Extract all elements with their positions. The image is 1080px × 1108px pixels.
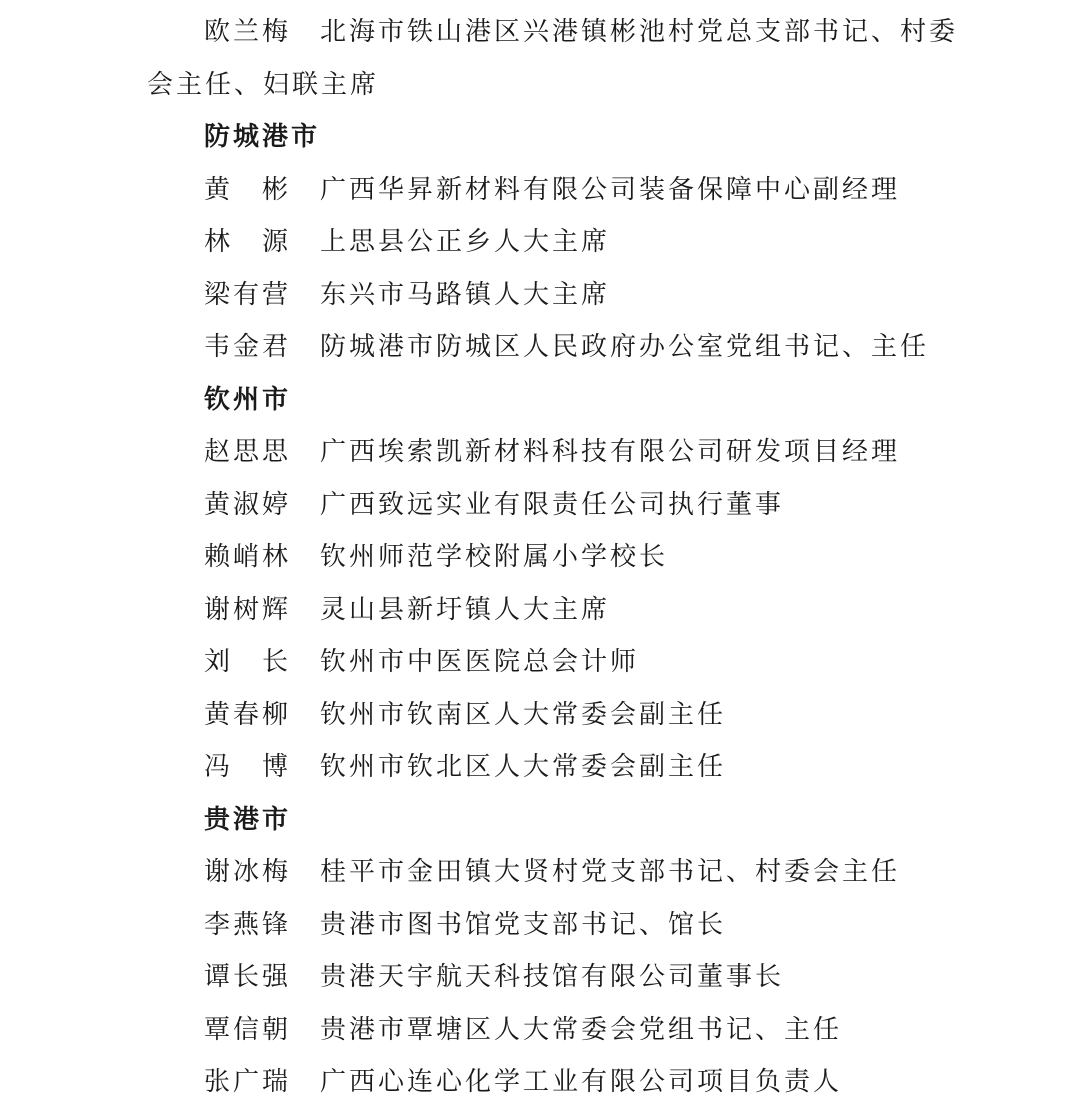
section-title: 防城港市 xyxy=(204,122,321,152)
section-title: 贵港市 xyxy=(204,805,292,835)
person-title: 东兴市马路镇人大主席 xyxy=(320,280,611,310)
person-title: 钦州市钦南区人大常委会副主任 xyxy=(320,700,727,730)
person-title: 上思县公正乡人大主席 xyxy=(320,227,611,257)
person-name: 黄淑婷 xyxy=(204,490,292,520)
person-title: 钦州师范学校附属小学校长 xyxy=(320,542,669,572)
person-name: 谢冰梅 xyxy=(204,857,292,887)
person-name: 黄春柳 xyxy=(204,700,292,730)
person-title: 贵港天宇航天科技馆有限公司董事长 xyxy=(320,962,785,992)
person-name: 谭长强 xyxy=(204,962,292,992)
person-name: 李燕锋 xyxy=(204,910,292,940)
person-title: 广西心连心化学工业有限公司项目负责人 xyxy=(320,1067,843,1097)
person-title-continued: 会主任、妇联主席 xyxy=(147,70,380,100)
person-name: 赖峭林 xyxy=(204,542,292,572)
person-name: 林 源 xyxy=(204,227,292,257)
person-name: 张广瑞 xyxy=(204,1067,292,1097)
person-name: 覃信朝 xyxy=(204,1015,292,1045)
person-name: 欧兰梅 xyxy=(204,17,292,47)
section-title: 钦州市 xyxy=(204,385,292,415)
person-title: 钦州市中医医院总会计师 xyxy=(320,647,640,677)
person-title: 桂平市金田镇大贤村党支部书记、村委会主任 xyxy=(320,857,901,887)
person-title: 广西埃索凯新材料科技有限公司研发项目经理 xyxy=(320,437,901,467)
person-title: 贵港市图书馆党支部书记、馆长 xyxy=(320,910,727,940)
person-name: 赵思思 xyxy=(204,437,292,467)
person-name: 谢树辉 xyxy=(204,595,292,625)
person-name: 刘 长 xyxy=(204,647,292,677)
person-title: 防城港市防城区人民政府办公室党组书记、主任 xyxy=(320,332,930,362)
person-name: 韦金君 xyxy=(204,332,292,362)
person-name: 黄 彬 xyxy=(204,175,292,205)
person-name: 梁有营 xyxy=(204,280,292,310)
person-title: 贵港市覃塘区人大常委会党组书记、主任 xyxy=(320,1015,843,1045)
person-name: 冯 博 xyxy=(204,752,292,782)
person-title: 灵山县新圩镇人大主席 xyxy=(320,595,611,625)
person-title: 钦州市钦北区人大常委会副主任 xyxy=(320,752,727,782)
person-title: 广西华昇新材料有限公司装备保障中心副经理 xyxy=(320,175,901,205)
person-title: 广西致远实业有限责任公司执行董事 xyxy=(320,490,785,520)
person-title: 北海市铁山港区兴港镇彬池村党总支部书记、村委 xyxy=(320,17,959,47)
